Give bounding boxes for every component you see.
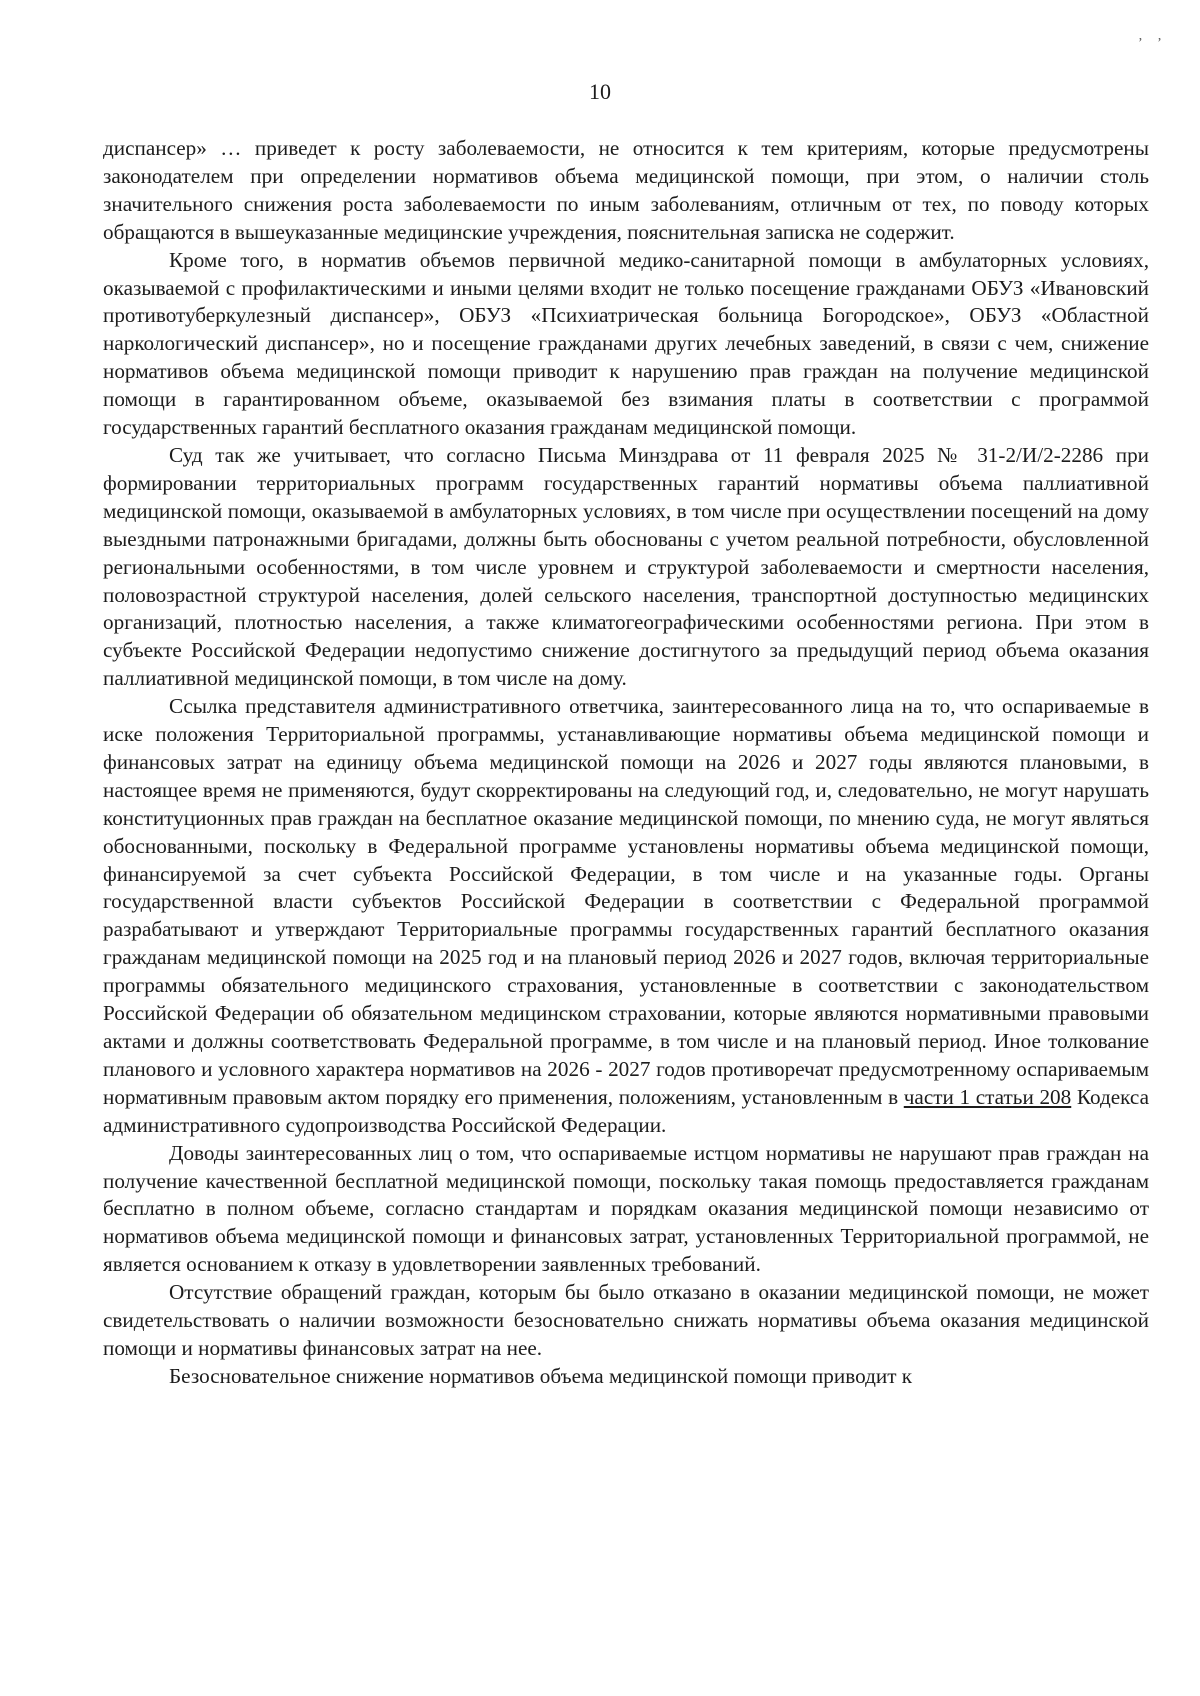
- paragraph-no-complaints: Отсутствие обращений граждан, которым бы было отказано в оказании медицинской помощи, не может свидетельствовать о наличии возможности безосновательно снижать нормативы объема оказания медицинской помощи и нормативы финансовых затрат на нее.: [103, 1280, 1149, 1360]
- paragraph-continuation: диспансер» … приведет к росту заболеваемости, не относится к тем критериям, которые предусмотрены законодателем при определении нормативов объема медицинской помощи, при этом, о наличии столь значительного снижения роста заболеваемости по иным заболеваниям, отличным от тех, по поводу которых обращаются в вышеуказанные медицинские учреждения, пояснительная записка не содержит.: [103, 136, 1149, 244]
- paragraph-planned-norms-tail: Кодекса административного судопроизводства Российской Федерации.: [103, 1084, 1149, 1137]
- paragraph-ministry-letter: Суд так же учитывает, что согласно Письма Минздрава от 11 февраля 2025 № 31-2/И/2-2286 при формировании территориальных программ государственных гарантий нормативы объема паллиативной медицинской помощи, оказываемой в амбулаторных условиях, в том числе при осуществлении посещений на дому выездными патронажными бригадами, должны быть обоснованы с учетом реальной потребности, обусловленной региональными особенностями, в том числе уровнем и структурой заболеваемости и смертности населения, половозрастной структурой населения, долей сельского населения, транспортной доступностью медицинских организаций, плотностью населения, а также климатогеографическими особенностями региона. При этом в субъекте Российской Федерации недопустимо снижение достигнутого за предыдущий период объема оказания паллиативной медицинской помощи, в том числе на дому.: [103, 442, 1149, 691]
- scan-corner-mark: ’ ’: [1138, 36, 1168, 51]
- law-reference-link[interactable]: части 1 статьи 208: [903, 1084, 1072, 1109]
- paragraph-interested-parties: Доводы заинтересованных лиц о том, что оспариваемые истцом нормативы не нарушают прав граждан на получение качественной бесплатной медицинской помощи, поскольку такая помощь предоставляется гражданам бесплатно в полном объеме, согласно стандартам и порядкам оказания медицинской помощи независимо от нормативов объема медицинской помощи и финансовых затрат, установленных Территориальной программой, не является основанием к отказу в удовлетворении заявленных требований.: [103, 1140, 1149, 1277]
- paragraph-planned-norms: [103, 693, 1149, 1140]
- paragraph-ambulatory-norms: Кроме того, в норматив объемов первичной медико-санитарной помощи в амбулаторных условиях, оказываемой с профилактическими и иными целями входит не только посещение гражданами ОБУЗ «Ивановский противотуберкулезный диспансер», ОБУЗ «Психиатрическая больница Богородское», ОБУЗ «Областной наркологический диспансер», но и посещение гражданами других лечебных заведений, в связи с чем, снижение нормативов объема медицинской помощи приводит к нарушению прав граждан на получение медицинской помощи в гарантированном объеме, оказываемой без взимания платы в соответствии с программой государственных гарантий бесплатного оказания гражданам медицинской помощи.: [103, 247, 1149, 440]
- document-body: [103, 135, 1149, 1391]
- paragraph-planned-norms-text: Ссылка представителя административного ответчика, заинтересованного лица на то, что оспариваемые в иске положения Территориальной программы, устанавливающие нормативы объема медицинской помощи и финансовых затрат на единицу объема медицинской помощи на 2026 и 2027 годы являются плановыми, в настоящее время не применяются, будут скорректированы на следующий год, и, следовательно, не могут нарушать конституционных прав граждан на бесплатное оказание медицинской помощи, по мнению суда, не могут являться обоснованными, поскольку в Федеральной программе установлены нормативы объема медицинской помощи, финансируемой за счет субъекта Российской Федерации, в том числе и на указанные годы. Органы государственной власти субъектов Российской Федерации в соответствии с Федеральной программой разрабатывают и утверждают Территориальные программы государственных гарантий бесплатного оказания гражданам медицинской помощи на 2025 год и на плановый период 2026 и 2027 годов, включая территориальные программы обязательного медицинского страхования, установленные в соответствии с законодательством Российской Федерации об обязательном медицинском страховании, которые являются нормативными правовыми актами и должны соответствовать Федеральной программе, в том числе и на плановый период. Иное толкование планового и условного характера нормативов на 2026 - 2027 годов противоречат предусмотренному оспариваемым нормативным правовым актом порядку его применения, положениям, установленным в: [103, 694, 1149, 1109]
- paragraph-unfounded-reduction: Безосновательное снижение нормативов объема медицинской помощи приводит к: [169, 1363, 913, 1388]
- page-number: 10: [589, 79, 611, 104]
